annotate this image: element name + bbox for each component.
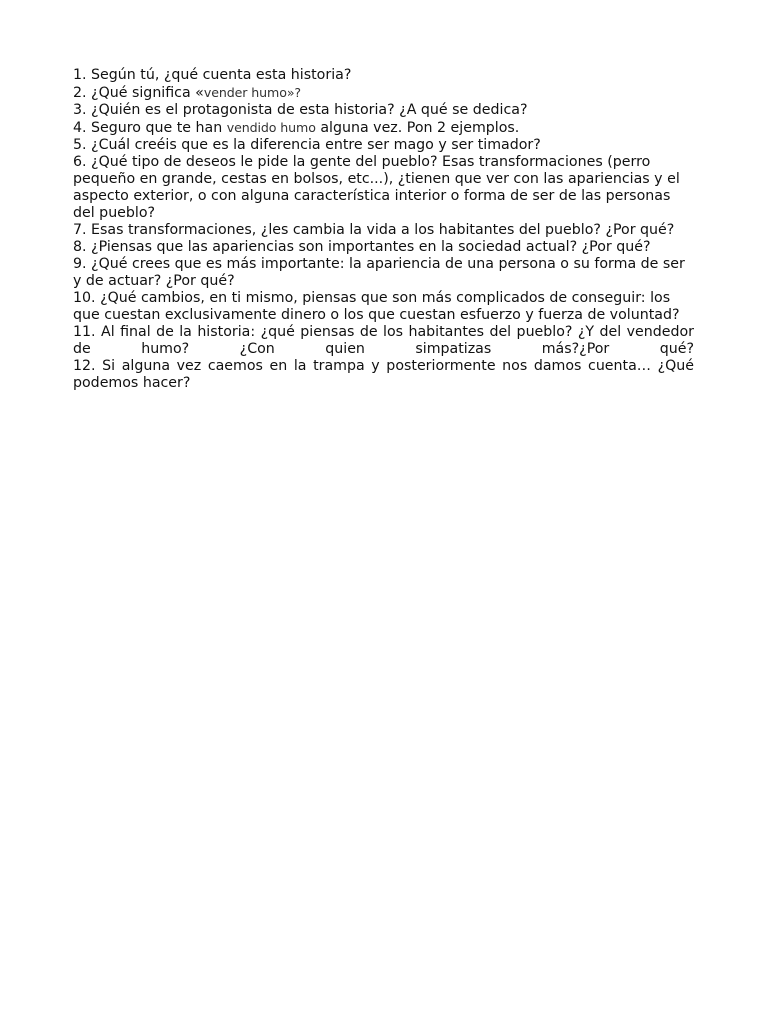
question-5: 5. ¿Cuál creéis que es la diferencia entre ser mago y ser timador? xyxy=(73,137,541,153)
question-10: 10. ¿Qué cambios, en ti mismo, piensas que son más complicados de conseguir: los que cuestan exclusivamente dinero o los que cuestan esfuerzo y fuerza de voluntad? xyxy=(73,290,680,323)
question-8: 8. ¿Piensas que las apariencias son importantes en la sociedad actual? ¿Por qué? xyxy=(73,239,651,255)
question-7: 7. Esas transformaciones, ¿les cambia la vida a los habitantes del pueblo? ¿Por qué? xyxy=(73,222,675,238)
question-4-text-start: 4. Seguro que te han xyxy=(73,120,227,136)
question-4-text-end: alguna vez. Pon 2 ejemplos. xyxy=(315,120,520,136)
questions-list xyxy=(73,67,694,392)
question-2-highlight: vender humo»? xyxy=(203,85,302,100)
question-11: 11. Al final de la historia: ¿qué piensas de los habitantes del pueblo? ¿Y del vendedor de humo? ¿Con quien simpatizas más?¿Por qué? xyxy=(73,324,694,357)
question-6: 6. ¿Qué tipo de deseos le pide la gente del pueblo? Esas transformaciones (perro pequeño en grande, cestas en bolsos, etc...), ¿tienen que ver con las apariencias y el aspecto exterior, o con alguna característica interior o forma de ser de las personas del pueblo? xyxy=(73,154,680,221)
question-3: 3. ¿Quién es el protagonista de esta historia? ¿A qué se dedica? xyxy=(73,102,528,118)
question-4 xyxy=(73,119,694,137)
question-4-highlight: vendido humo xyxy=(226,120,316,135)
question-2-text: 2. ¿Qué significa « xyxy=(73,85,204,101)
question-2 xyxy=(73,84,694,102)
question-12: 12. Si alguna vez caemos en la trampa y posteriormente nos damos cuenta… ¿Qué podemos hacer? xyxy=(73,358,694,391)
question-1: 1. Según tú, ¿qué cuenta esta historia? xyxy=(73,67,352,83)
question-9: 9. ¿Qué crees que es más importante: la apariencia de una persona o su forma de ser y de actuar? ¿Por qué? xyxy=(73,256,685,289)
